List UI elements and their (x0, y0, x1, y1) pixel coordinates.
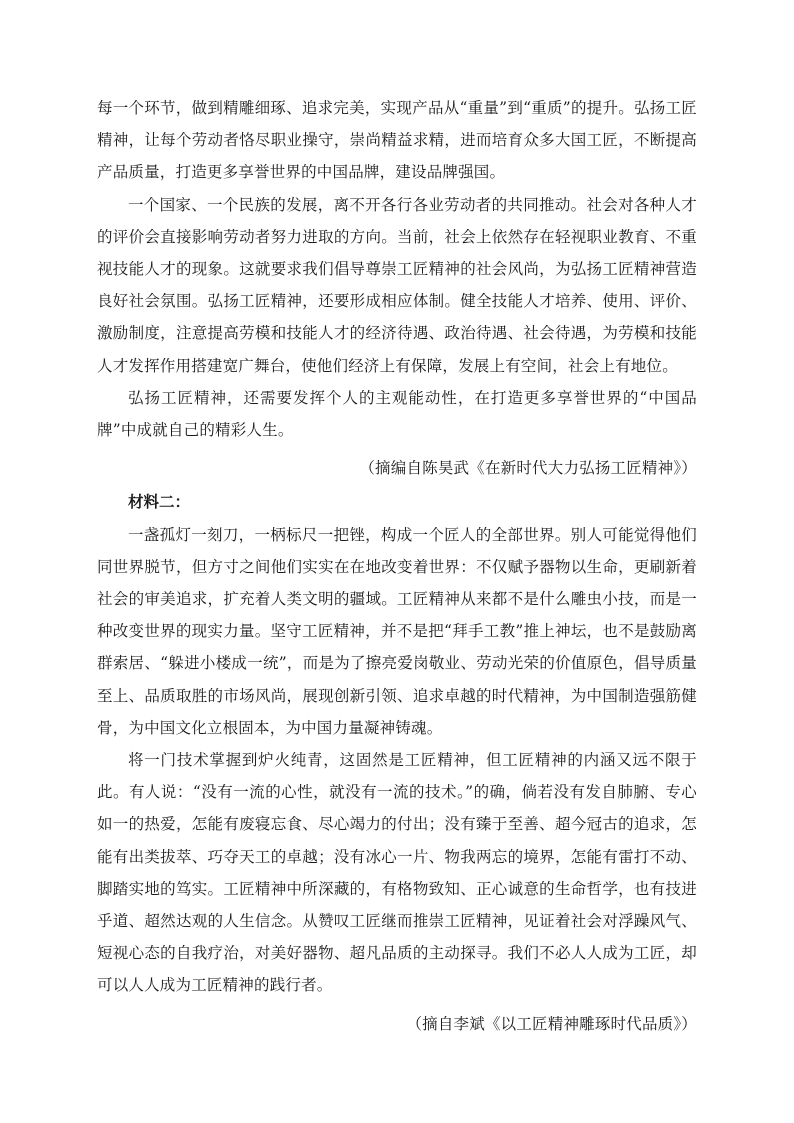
material-2-heading: 材料二： (128, 492, 191, 512)
paragraph-3: 弘扬工匠精神，还需要发挥个人的主观能动性，在打造更多享誉世界的“中国品牌”中成就自己的精彩人生。 (97, 388, 697, 440)
paragraph-5: 将一门技术掌握到炉火纯青，这固然是工匠精神，但工匠精神的内涵又远不限于此。有人说：“没有一流的心性，就没有一流的技术。”的确，倘若没有发自肺腑、专心如一的热爱，怎能有废寝忘食、尽心竭力的付出；没有臻于至善、超今冠古的追求，怎能有出类拔萃、巧夺天工的卓越；没有冰心一片、物我两忘的境界，怎能有雷打不动、脚踏实地的笃实。工匠精神中所深藏的，有格物致知、正心诚意的生命哲学，也有技进乎道、超然达观的人生信念。从赞叹工匠继而推崇工匠精神，见证着社会对浮躁风气、短视心态的自我疗治，对美好器物、超凡品质的主动探寻。我们不必人人成为工匠，却可以人人成为工匠精神的践行者。 (97, 751, 697, 995)
paragraph-4: 一盏孤灯一刻刀，一柄标尺一把锉，构成一个匠人的全部世界。别人可能觉得他们同世界脱节，但方寸之间他们实实在在地改变着世界：不仅赋予器物以生命，更刷新着社会的审美追求，扩充着人类文明的疆域。工匠精神从来都不是什么雕虫小技，而是一种改变世界的现实力量。坚守工匠精神，并不是把“拜手工教”推上神坛，也不是鼓励离群索居、“躲进小楼成一统”，而是为了擦亮爱岗敬业、劳动光荣的价值原色，倡导质量至上、品质取胜的市场风尚，展现创新引领、追求卓越的时代精神，为中国制造强筋健骨，为中国文化立根固本，为中国力量凝神铸魂。 (97, 525, 697, 737)
paragraph-1: 每一个环节，做到精雕细琢、追求完美，实现产品从“重量”到“重质”的提升。弘扬工匠精神，让每个劳动者恪尽职业操守，崇尚精益求精，进而培育众多大国工匠，不断提高产品质量，打造更多享誉世界的中国品牌，建设品牌强国。 (97, 99, 697, 182)
document-page (97, 92, 697, 1042)
source-citation-1: （摘编自陈昊武《在新时代大力弘扬工匠精神》） (359, 459, 697, 478)
source-citation-2: （摘自李斌《以工匠精神雕琢时代品质》） (406, 1014, 697, 1033)
paragraph-2: 一个国家、一个民族的发展，离不开各行各业劳动者的共同推动。社会对各种人才的评价会直接影响劳动者努力进取的方向。当前，社会上依然存在轻视职业教育、不重视技能人才的现象。这就要求我们倡导尊崇工匠精神的社会风尚，为弘扬工匠精神营造良好社会氛围。弘扬工匠精神，还要形成相应体制。健全技能人才培养、使用、评价、激励制度，注意提高劳模和技能人才的经济待遇、政治待遇、社会待遇，为劳模和技能人才发挥作用搭建宽广舞台，使他们经济上有保障，发展上有空间，社会上有地位。 (97, 195, 697, 375)
